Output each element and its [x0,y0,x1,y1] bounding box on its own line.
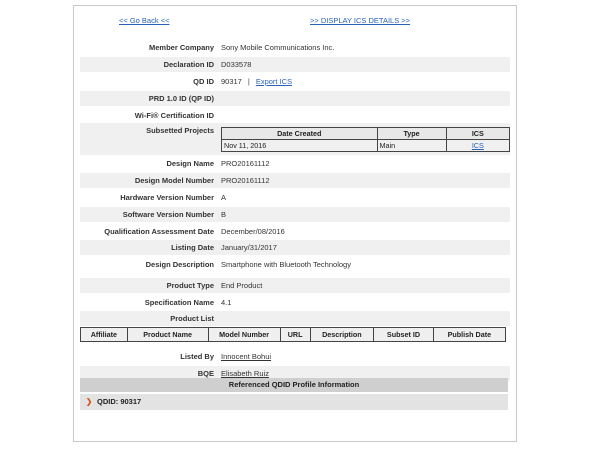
design-description-row [80,257,510,272]
subsetted-projects-table [221,127,510,152]
software-version-value: B [221,210,227,219]
qualification-date-label: Qualification Assessment Date [104,227,214,236]
bqe-label: BQE [197,369,214,378]
qualification-date-value: December/08/2016 [221,227,285,236]
col-model-number: Model Number [208,328,280,342]
listing-date-row [80,240,510,255]
subsetted-projects-label: Subsetted Projects [146,126,214,135]
listing-date-label: Listing Date [171,243,214,252]
listed-by-label: Listed By [180,352,214,361]
col-description: Description [310,328,374,342]
subsetted-projects-row [80,123,510,155]
design-description-label: Design Description [145,260,214,269]
qualification-date-row [80,224,510,239]
export-ics-link[interactable]: Export ICS [255,77,293,86]
ics-link[interactable]: ICS [471,141,484,150]
product-type-value: End Product [221,281,263,290]
listed-by-row [80,349,510,364]
ics-cell [446,140,509,152]
declaration-id-label: Declaration ID [163,60,214,69]
qd-id-value: 90317 [221,77,242,86]
specification-name-value: 4.1 [221,298,232,307]
col-ics: ICS [446,128,509,140]
declaration-id-row [80,57,510,72]
chevron-right-icon: ❯ [86,397,93,406]
product-list-row [80,311,510,326]
product-type-row [80,278,510,293]
date-created-cell: Nov 11, 2016 [222,140,378,152]
col-type: Type [377,128,446,140]
col-product-name: Product Name [127,328,208,342]
col-affiliate: Affiliate [81,328,128,342]
listing-date-value: January/31/2017 [221,243,277,252]
qd-id-label: QD ID [193,77,214,86]
member-company-value: Sony Mobile Communications Inc. [221,43,335,52]
prd-id-label: PRD 1.0 ID (QP ID) [148,94,214,103]
wifi-cert-label: Wi-Fi® Certification ID [134,111,214,120]
software-version-row [80,207,510,222]
col-date-created: Date Created [222,128,378,140]
subsetted-projects-header-row [222,128,510,140]
top-nav [74,16,516,30]
qd-id-row [80,74,510,89]
wifi-cert-row [80,108,510,123]
declaration-id-value: D033578 [221,60,252,69]
col-publish-date: Publish Date [433,328,505,342]
hardware-version-row [80,190,510,205]
qd-id-separator: | [247,77,250,86]
product-list-header-row [81,328,506,342]
product-list-table [80,327,506,342]
design-name-row [80,156,510,171]
design-model-label: Design Model Number [134,176,214,185]
bqe-link[interactable]: Elisabeth Ruiz [221,369,269,378]
hardware-version-value: A [221,193,227,202]
design-name-value: PRO20161112 [221,159,270,168]
col-url: URL [280,328,310,342]
design-model-row [80,173,510,188]
member-company-label: Member Company [148,43,214,52]
product-list-label: Product List [170,314,214,323]
qdid-expander[interactable] [80,394,508,410]
col-subset-id: Subset ID [374,328,434,342]
specification-name-row [80,295,510,310]
qdid-label: QDID: 90317 [97,397,142,406]
qd-id-value-group [221,77,292,86]
referenced-qdid-header: Referenced QDID Profile Information [80,378,508,392]
display-ics-details-link[interactable]: >> DISPLAY ICS DETAILS >> [310,16,411,25]
go-back-link[interactable]: << Go Back << [119,16,170,25]
software-version-label: Software Version Number [122,210,214,219]
design-description-value: Smartphone with Bluetooth Technology [221,260,351,269]
prd-id-row [80,91,510,106]
product-type-label: Product Type [166,281,214,290]
member-company-row [80,40,510,55]
declaration-panel [73,5,517,442]
table-row [222,140,510,152]
design-model-value: PRO20161112 [221,176,270,185]
specification-name-label: Specification Name [144,298,214,307]
type-cell: Main [377,140,446,152]
hardware-version-label: Hardware Version Number [120,193,214,202]
design-name-label: Design Name [166,159,214,168]
listed-by-link[interactable]: Innocent Bohui [221,352,272,361]
